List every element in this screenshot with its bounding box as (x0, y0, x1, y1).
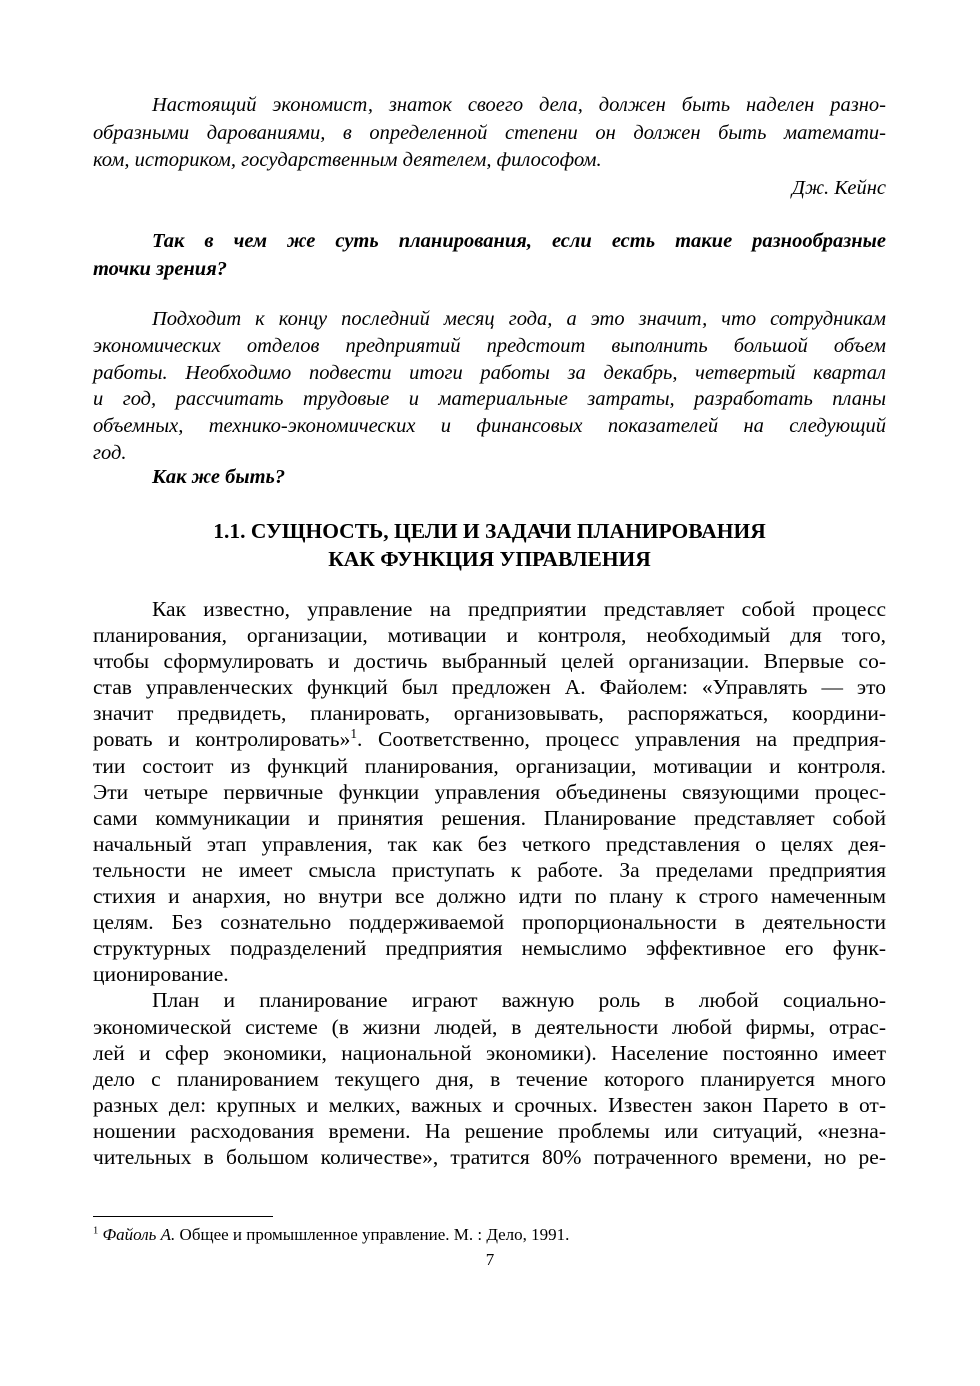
body-line: начальный этап управления, так как без четкого представления о целях дея- (93, 831, 886, 856)
body-line: стихия и анархия, но внутри все должно идти по плану к строго намеченным (93, 884, 886, 909)
section-heading-line-1: 1.1. СУЩНОСТЬ, ЦЕЛИ И ЗАДАЧИ ПЛАНИРОВАНИЯ (213, 519, 766, 543)
epigraph-attribution: Дж. Кейнс (791, 176, 886, 199)
followup-question: Как же быть? (152, 466, 286, 488)
footnote-author: Файоль А. (102, 1225, 176, 1244)
epigraph-line: Настоящий экономист, знаток своего дела, должен быть наделен разно- (152, 94, 886, 116)
body-line: тии состоит из функций планирования, организации, мотивации и контроля. (93, 753, 886, 778)
body-line: Как известно, управление на предприятии представляет собой процесс (152, 597, 886, 621)
body-line: ционирование. (93, 962, 229, 987)
question-line: точки зрения? (93, 257, 228, 280)
footnote-ref: 1 (350, 726, 358, 742)
epigraph-line: ком, историком, государственным деятелем, философом. (93, 149, 602, 171)
scenario-line: и год, рассчитать трудовые и материальные затраты, разработать планы (93, 388, 886, 411)
body-line-text: ровать и контролировать» (93, 727, 351, 752)
footnote-line (93, 1224, 886, 1246)
footnote (93, 1224, 886, 1246)
scenario-line: год. (93, 441, 127, 464)
body-line: планирования, организации, мотивации и контроля, необходимый для того, (93, 623, 886, 648)
body-text (93, 596, 886, 1170)
question-line: Так в чем же суть планирования, если есть такие разнообразные (152, 230, 886, 252)
body-line: План и планирование играют важную роль в любой социально- (152, 988, 886, 1013)
question-block (93, 228, 886, 283)
scenario-line: объемных, технико-экономических и финансовых показателей на следующий (93, 415, 886, 438)
body-line: став управленческих функций был предложен А. Файолем: «Управлять — это (93, 675, 886, 700)
body-line-with-footnote (93, 726, 886, 752)
body-line: лей и сфер экономики, национальной экономики). Население постоянно имеет (93, 1040, 886, 1065)
footnote-text: Общее и промышленное управление. М. : Дело, 1991. (175, 1225, 570, 1244)
page-number: 7 (485, 1250, 495, 1269)
scenario-line: работы. Необходимо подвести итоги работы за декабрь, четвертый квартал (93, 361, 886, 384)
body-line: сами коммуникации и принятия решения. Планирование представляет собой (93, 805, 886, 830)
body-line: Эти четыре первичные функции управления объединены связующими процес- (93, 779, 886, 804)
body-line: целям. Без сознательно поддерживаемой пропорциональности в деятельности (93, 910, 886, 935)
section-heading (93, 518, 886, 573)
body-line: разных дел: крупных и мелких, важных и срочных. Известен закон Парето в от- (93, 1092, 886, 1117)
body-line: дело с планированием текущего дня, в течение которого планируется много (93, 1066, 886, 1091)
body-line: экономической системе (в жизни людей, в деятельности любой фирмы, отрас- (93, 1014, 886, 1039)
body-line: структурных подразделений предприятия немыслимо эффективное его функ- (93, 936, 886, 961)
section-heading-line-2: КАК ФУНКЦИЯ УПРАВЛЕНИЯ (328, 546, 651, 571)
footnote-marker: 1 (93, 1225, 99, 1237)
scenario-followup (93, 464, 886, 491)
epigraph (93, 92, 886, 202)
body-line: чительных в большом количестве», тратится 80% потраченного времени, но ре- (93, 1144, 886, 1169)
scenario-line: экономических отделов предприятий предстоит выполнить большой объем (93, 334, 886, 357)
body-line: чтобы сформулировать и достичь выбранный целей организации. Впервые со- (93, 649, 886, 674)
scenario-line: Подходит к концу последний месяц года, а это значит, что сотрудникам (152, 308, 886, 330)
body-line: значит предвидеть, планировать, организовывать, распоряжаться, координи- (93, 701, 886, 726)
footnote-separator (93, 1216, 273, 1217)
body-line: тельности не имеет смысла приступать к работе. За пределами предприятия (93, 857, 886, 882)
epigraph-line: образными дарованиями, в определенной степени он должен быть математи- (93, 121, 886, 144)
body-line: ношении расходования времени. На решение проблемы или ситуаций, «незна- (93, 1118, 886, 1143)
scenario-paragraph (93, 306, 886, 467)
body-line-text: . Соответственно, процесс управления на предприя- (357, 727, 886, 752)
